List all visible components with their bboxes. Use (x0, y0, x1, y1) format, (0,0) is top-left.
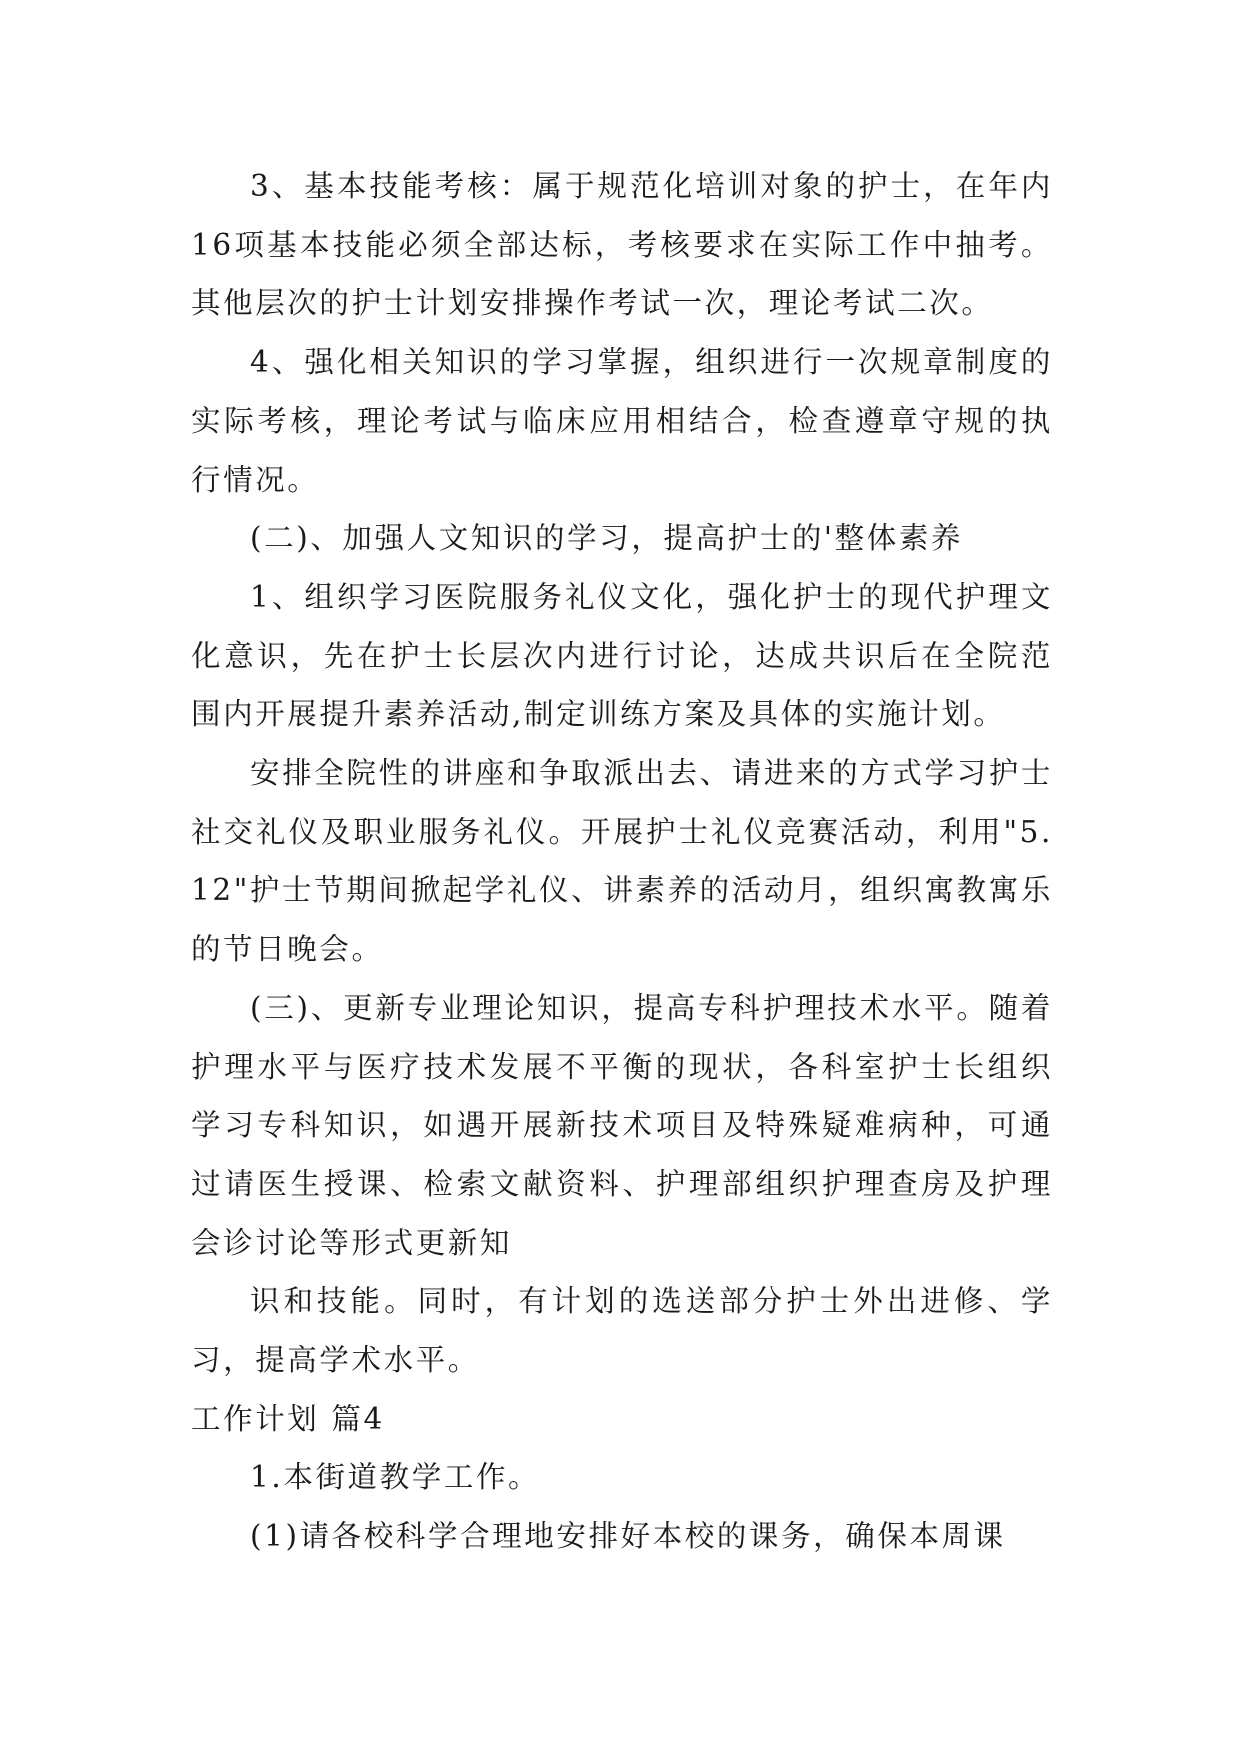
section-title-work-plan-4: 工作计划 篇4 (191, 1401, 385, 1436)
paragraph-skill-assessment: 3、基本技能考核：属于规范化培训对象的护士，在年内16项基本技能必须全部达标，考核要求在实际工作中抽考。其他层次的护士计划安排操作考试一次，理论考试二次。 (191, 169, 1053, 321)
paragraph-lectures: 安排全院性的讲座和争取派出去、请进来的方式学习护士社交礼仪及职业服务礼仪。开展护士礼仪竞赛活动，利用"5.12"护士节期间掀起学礼仪、讲素养的活动月，组织寓教寓乐的节日晚会。 (191, 756, 1053, 967)
paragraph-knowledge-mastery: 4、强化相关知识的学习掌握，组织进行一次规章制度的实际考核，理论考试与临床应用相结合，检查遵章守规的执行情况。 (191, 345, 1053, 497)
paragraph-professional-theory: (三)、更新专业理论知识，提高专科护理技术水平。随着护理水平与医疗技术发展不平衡的现状，各科室护士长组织学习专科知识，如遇开展新技术项目及特殊疑难病种，可通过请医生授课、检索文献资料、护理部组织护理查房及护理会诊讨论等形式更新知 (191, 990, 1053, 1260)
paragraph-teaching-work: 1.本街道教学工作。 (250, 1460, 541, 1495)
document-body (191, 157, 1053, 1566)
paragraph-course-arrangement: (1)请各校科学合理地安排好本校的课务，确保本周课 (250, 1519, 1006, 1554)
paragraph-etiquette-culture: 1、组织学习医院服务礼仪文化，强化护士的现代护理文化意识，先在护士长层次内进行讨论，达成共识后在全院范围内开展提升素养活动,制定训练方案及具体的实施计划。 (191, 579, 1053, 732)
paragraph-further-study: 识和技能。同时，有计划的选送部分护士外出进修、学习，提高学术水平。 (191, 1284, 1053, 1378)
section-heading-humanities: (二)、加强人文知识的学习，提高护士的'整体素养 (250, 521, 964, 556)
